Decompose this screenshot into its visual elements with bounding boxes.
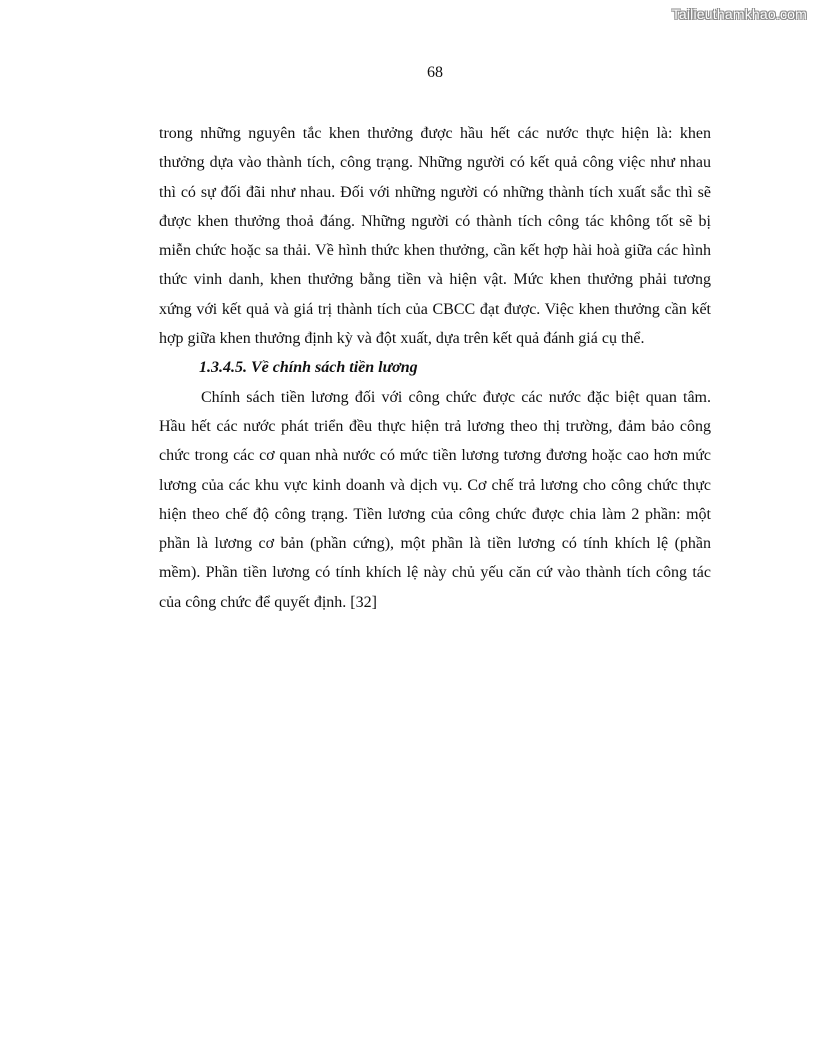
page-number: 68 xyxy=(427,64,443,81)
section-heading: 1.3.4.5. Về chính sách tiền lương xyxy=(199,359,418,377)
body-paragraph-continued: trong những nguyên tắc khen thưởng được hầu hết các nước thực hiện là: khen thưởng dựa vào thành tích, công trạng. Những người có kết quả công việc như nhau thì có sự đối đãi như nhau. Đối với những người có những thành tích xuất sắc thì sẽ được khen thưởng thoả đáng. Những người có thành tích công tác không tốt sẽ bị miễn chức hoặc sa thải. Về hình thức khen thưởng, cần kết hợp hài hoà giữa các hình thức vinh danh, khen thưởng bằng tiền và hiện vật. Mức khen thưởng phải tương xứng với kết quả và giá trị thành tích của CBCC đạt được. Việc khen thưởng cần kết hợp giữa khen thưởng định kỳ và đột xuất, dựa trên kết quả đánh giá cụ thể. xyxy=(159,125,711,348)
body-paragraph-salary-policy: Chính sách tiền lương đối với công chức được các nước đặc biệt quan tâm. Hầu hết các nước phát triển đều thực hiện trả lương theo thị trường, đảm bảo công chức trong các cơ quan nhà nước có mức tiền lương tương đương hoặc cao hơn mức lương của các khu vực kinh doanh và dịch vụ. Cơ chế trả lương cho công chức thực hiện theo chế độ công trạng. Tiền lương của công chức được chia làm 2 phần: một phần là lương cơ bản (phần cứng), một phần là tiền lương có tính khích lệ (phần mềm). Phần tiền lương có tính khích lệ này chủ yếu căn cứ vào thành tích công tác của công chức để quyết định. [32] xyxy=(159,388,711,611)
document-body xyxy=(159,119,711,617)
watermark-text: Tailieuthamkhao.com xyxy=(671,6,807,22)
